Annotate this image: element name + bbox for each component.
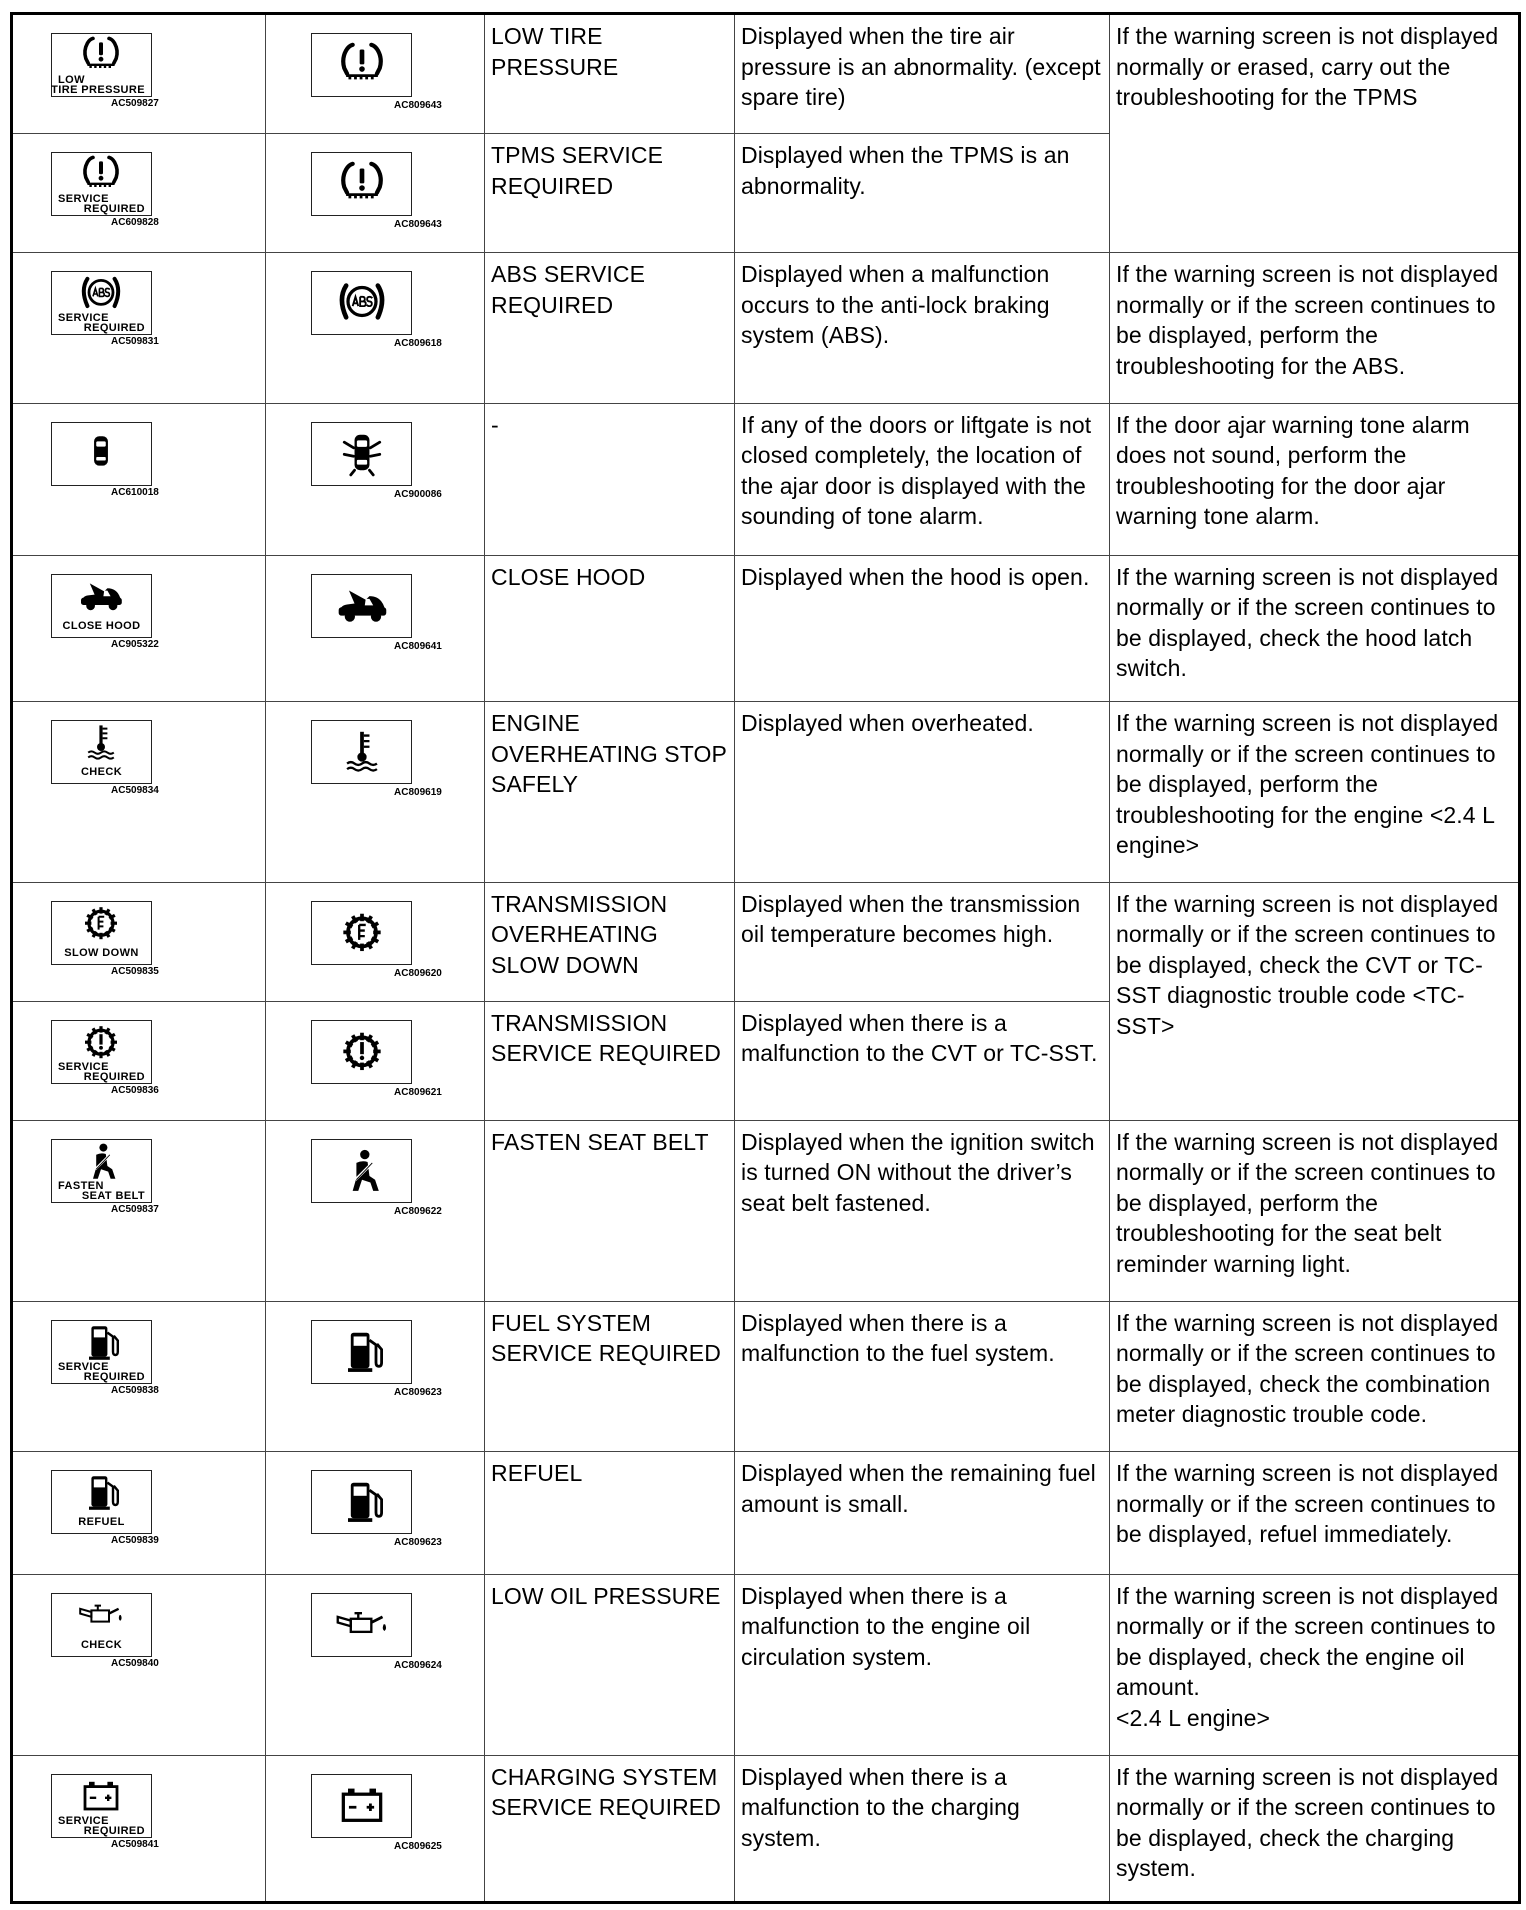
- display-icon-cell: [266, 134, 485, 253]
- condition-text: Displayed when there is a malfunction to the charging system.: [741, 1763, 1020, 1851]
- figure-code: AC809623: [394, 1537, 442, 1549]
- screen-label: SLOW DOWN: [64, 946, 139, 959]
- screen-label: LOW: [58, 74, 85, 86]
- table-body: [12, 14, 1520, 1903]
- condition-cell: [735, 403, 1110, 555]
- action-cell: [1110, 1120, 1520, 1301]
- battery-icon: [334, 1783, 390, 1835]
- display-icon-cell: [266, 882, 485, 1001]
- fuel-pump-icon: [334, 1479, 390, 1531]
- message-text: TRANSMISSION SERVICE REQUIRED: [491, 1009, 721, 1067]
- figure-code: AC809622: [394, 1205, 442, 1217]
- action-text: If the warning screen is not displayed normally or if the screen continues to be displayed, check the hood latch switch.: [1116, 563, 1499, 682]
- display-icon-cell: [12, 555, 266, 701]
- action-text: If the warning screen is not displayed normally or if the screen continues to be displayed, check the combination meter diagnostic trouble code.: [1116, 1309, 1499, 1428]
- figure-code: AC509827: [111, 98, 159, 109]
- condition-cell: [735, 1574, 1110, 1755]
- condition-cell: [735, 1452, 1110, 1574]
- screen-label: TIRE PRESSURE: [51, 84, 145, 96]
- figure-code: AC509837: [111, 1203, 159, 1215]
- message-text: TRANSMISSION OVERHEATING SLOW DOWN: [491, 890, 668, 978]
- screen-label: SERVICE: [58, 193, 109, 206]
- figure-code: AC809625: [394, 1840, 442, 1852]
- display-icon-cell: [12, 882, 266, 1001]
- warning-screen-box: [51, 901, 152, 965]
- action-cell: [1110, 555, 1520, 701]
- warning-screen-box: [311, 720, 412, 784]
- condition-cell: [735, 14, 1110, 134]
- figure-code: AC809619: [394, 787, 442, 799]
- tire-pressure-icon: [334, 42, 390, 94]
- screen-label: CHECK: [80, 1638, 123, 1651]
- condition-cell: [735, 1120, 1110, 1301]
- fuel-pump-icon: [334, 1329, 390, 1381]
- action-text: If the warning screen is not displayed normally or if the screen continues to be displayed, perform the troubleshooting for the seat belt reminder warning light.: [1116, 1128, 1499, 1277]
- table-row: [12, 14, 1520, 134]
- figure-code: AC809621: [394, 1086, 442, 1098]
- table-row: [12, 1755, 1520, 1902]
- screen-label: REQUIRED: [83, 322, 145, 335]
- warning-screen-box: [51, 1470, 152, 1534]
- warning-screen-box: [51, 152, 152, 216]
- display-icon-cell: [266, 1001, 485, 1120]
- display-icon-cell: [12, 1001, 266, 1120]
- display-icon-cell: [266, 702, 485, 883]
- screen-label: SERVICE: [58, 1360, 109, 1373]
- display-icon-cell: [266, 1755, 485, 1902]
- action-cell: [1110, 702, 1520, 883]
- display-icon-cell: [12, 403, 266, 555]
- abs-icon: [334, 280, 390, 332]
- message-cell: [485, 1755, 735, 1902]
- figure-code: AC900086: [394, 488, 442, 500]
- table-row: [12, 1120, 1520, 1301]
- message-text: -: [491, 411, 499, 438]
- figure-code: AC509839: [111, 1535, 159, 1547]
- action-cell: [1110, 1301, 1520, 1452]
- screen-label: FASTEN: [58, 1179, 104, 1192]
- table-row: [12, 882, 1520, 1001]
- door-ajar-icon: [334, 431, 390, 483]
- condition-cell: [735, 702, 1110, 883]
- warning-screen-box: [311, 1593, 412, 1657]
- coolant-temp-icon: [334, 729, 390, 781]
- display-icon-cell: [266, 253, 485, 404]
- warning-screen-box: [311, 574, 412, 638]
- coolant-temp-icon: [77, 723, 125, 768]
- action-text: If the warning screen is not displayed normally or if the screen continues to be displayed, check the charging system.: [1116, 1763, 1499, 1882]
- warning-screen-box: [311, 1774, 412, 1838]
- display-icon-cell: [266, 555, 485, 701]
- condition-text: Displayed when a malfunction occurs to the anti-lock braking system (ABS).: [741, 261, 1050, 349]
- display-icon-cell: [12, 253, 266, 404]
- screen-label: SEAT BELT: [81, 1189, 145, 1202]
- message-text: LOW TIRE PRESSURE: [491, 23, 619, 80]
- display-icon-cell: [12, 1301, 266, 1452]
- warning-screen-box: [51, 1593, 152, 1657]
- display-icon-cell: [266, 1574, 485, 1755]
- action-text: If the warning screen is not displayed normally or if the screen continues to be displayed, refuel immediately.: [1116, 1460, 1499, 1548]
- figure-code: AC610018: [111, 486, 159, 498]
- figure-code: AC809623: [394, 1386, 442, 1398]
- warning-screen-box: [51, 1774, 152, 1838]
- warning-screen-box: [311, 901, 412, 965]
- action-cell: [1110, 253, 1520, 404]
- condition-cell: [735, 134, 1110, 253]
- figure-code: AC809618: [394, 338, 442, 350]
- message-cell: [485, 1001, 735, 1120]
- condition-text: Displayed when the ignition switch is turned ON without the driver’s seat belt fastened.: [741, 1128, 1095, 1216]
- figure-code: AC509836: [111, 1084, 159, 1096]
- display-icon-cell: [12, 1120, 266, 1301]
- message-text: ENGINE OVERHEATING STOP SAFELY: [491, 710, 727, 798]
- action-text: If the warning screen is not displayed normally or if the screen continues to be displayed, check the engine oil amount. <2.4 L engine>: [1116, 1582, 1499, 1731]
- message-cell: [485, 882, 735, 1001]
- screen-label: SERVICE: [58, 1060, 109, 1073]
- table-row: [12, 253, 1520, 404]
- display-icon-cell: [266, 1301, 485, 1452]
- oil-can-icon: [334, 1602, 390, 1654]
- display-icon-cell: [266, 1120, 485, 1301]
- figure-code: AC509831: [111, 336, 159, 348]
- seat-belt-icon: [334, 1148, 390, 1200]
- action-cell: [1110, 1574, 1520, 1755]
- table-row: [12, 1574, 1520, 1755]
- oil-can-icon: [77, 1596, 125, 1641]
- warning-screen-box: [311, 152, 412, 216]
- action-text: If the warning screen is not displayed normally or if the screen continues to be displayed, perform the troubleshooting for the engine <2.4 L engine>: [1116, 710, 1499, 859]
- warning-screen-box: [311, 1020, 412, 1084]
- warning-screen-box: [51, 271, 152, 335]
- tire-pressure-icon: [334, 161, 390, 213]
- figure-code: AC609828: [111, 217, 159, 229]
- figure-code: AC509834: [111, 785, 159, 797]
- action-text: If the warning screen is not displayed normally or erased, carry out the troubleshooting for the TPMS: [1116, 23, 1499, 110]
- table-row: [12, 555, 1520, 701]
- display-icon-cell: [12, 702, 266, 883]
- action-cell: [1110, 403, 1520, 555]
- condition-cell: [735, 253, 1110, 404]
- display-icon-cell: [266, 14, 485, 134]
- warning-screen-box: [51, 1139, 152, 1203]
- action-text: If the warning screen is not displayed normally or if the screen continues to be displayed, check the CVT or TC-SST diagnostic trouble code <TC-SST>: [1116, 890, 1499, 1039]
- message-cell: [485, 1574, 735, 1755]
- warning-screen-box: [51, 1020, 152, 1084]
- figure-code: AC509841: [111, 1838, 159, 1850]
- warning-screen-box: [51, 574, 152, 638]
- condition-text: Displayed when the transmission oil temperature becomes high.: [741, 890, 1081, 948]
- screen-label: REQUIRED: [83, 1370, 145, 1383]
- screen-label: REQUIRED: [83, 203, 145, 216]
- warning-screen-box: [51, 720, 152, 784]
- display-icon-cell: [12, 14, 266, 134]
- message-cell: [485, 555, 735, 701]
- condition-text: Displayed when there is a malfunction to the fuel system.: [741, 1309, 1055, 1367]
- display-icon-cell: [12, 134, 266, 253]
- figure-code: AC809624: [394, 1659, 442, 1671]
- screen-label: REQUIRED: [83, 1070, 145, 1083]
- hood-open-icon: [334, 583, 390, 635]
- message-cell: [485, 1301, 735, 1452]
- condition-cell: [735, 1301, 1110, 1452]
- warning-screen-box: [311, 271, 412, 335]
- screen-label: REQUIRED: [83, 1824, 145, 1837]
- action-cell: [1110, 1452, 1520, 1574]
- action-text: If the door ajar warning tone alarm does not sound, perform the troubleshooting for the door ajar warning tone alarm.: [1116, 411, 1470, 530]
- message-text: CLOSE HOOD: [491, 563, 646, 590]
- screen-label: SERVICE: [58, 312, 109, 325]
- message-text: REFUEL: [491, 1460, 583, 1487]
- table-row: [12, 1301, 1520, 1452]
- condition-text: Displayed when the TPMS is an abnormality.: [741, 142, 1070, 199]
- display-icon-cell: [12, 1574, 266, 1755]
- warning-screen-box: [51, 33, 152, 97]
- action-cell: [1110, 14, 1520, 253]
- table-row: [12, 1452, 1520, 1574]
- condition-cell: [735, 1755, 1110, 1902]
- action-cell: [1110, 1755, 1520, 1902]
- warning-screen-box: [311, 1470, 412, 1534]
- action-text: If the warning screen is not displayed normally or if the screen continues to be displayed, perform the troubleshooting for the ABS.: [1116, 261, 1499, 379]
- condition-cell: [735, 1001, 1110, 1120]
- display-icon-cell: [266, 403, 485, 555]
- condition-text: Displayed when there is a malfunction to the engine oil circulation system.: [741, 1582, 1031, 1670]
- table-row: [12, 403, 1520, 555]
- message-cell: [485, 1452, 735, 1574]
- condition-cell: [735, 555, 1110, 701]
- display-icon-cell: [266, 1452, 485, 1574]
- car-top-icon: [75, 431, 127, 479]
- warning-display-table: [10, 12, 1521, 1904]
- transmission-temp-icon: [334, 910, 390, 962]
- condition-text: Displayed when overheated.: [741, 710, 1034, 737]
- display-icon-cell: [12, 1452, 266, 1574]
- warning-screen-box: [51, 422, 152, 486]
- warning-screen-box: [311, 33, 412, 97]
- message-text: FASTEN SEAT BELT: [491, 1128, 709, 1155]
- screen-label: SERVICE: [58, 1814, 109, 1827]
- figure-code: AC809643: [394, 100, 442, 111]
- condition-text: If any of the doors or liftgate is not closed completely, the location of the ajar door is displayed with the sounding of tone alarm.: [741, 411, 1092, 530]
- message-text: CHARGING SYSTEM SERVICE REQUIRED: [491, 1763, 721, 1821]
- message-cell: [485, 702, 735, 883]
- figure-code: AC509835: [111, 965, 159, 977]
- message-cell: [485, 253, 735, 404]
- figure-code: AC809641: [394, 640, 442, 652]
- screen-label: CLOSE HOOD: [62, 619, 141, 632]
- figure-code: AC809643: [394, 219, 442, 231]
- message-text: LOW OIL PRESSURE: [491, 1582, 721, 1609]
- figure-code: AC809620: [394, 967, 442, 979]
- message-text: TPMS SERVICE REQUIRED: [491, 142, 664, 199]
- condition-text: Displayed when the tire air pressure is an abnormality. (except spare tire): [741, 23, 1101, 110]
- condition-text: Displayed when there is a malfunction to the CVT or TC-SST.: [741, 1009, 1098, 1067]
- action-cell: [1110, 882, 1520, 1120]
- transmission-service-icon: [334, 1029, 390, 1081]
- message-text: FUEL SYSTEM SERVICE REQUIRED: [491, 1309, 721, 1367]
- screen-label: CHECK: [80, 766, 123, 779]
- figure-code: AC509838: [111, 1384, 159, 1396]
- condition-text: Displayed when the remaining fuel amount is small.: [741, 1460, 1096, 1517]
- message-cell: [485, 1120, 735, 1301]
- condition-text: Displayed when the hood is open.: [741, 563, 1090, 590]
- screen-label: REFUEL: [78, 1516, 125, 1529]
- display-icon-cell: [12, 1755, 266, 1902]
- hood-open-icon: [77, 577, 125, 622]
- warning-screen-box: [311, 1320, 412, 1384]
- message-text: ABS SERVICE REQUIRED: [491, 261, 646, 318]
- table-row: [12, 702, 1520, 883]
- fuel-pump-icon: [77, 1473, 125, 1518]
- warning-screen-box: [311, 422, 412, 486]
- warning-screen-box: [51, 1320, 152, 1384]
- message-cell: [485, 14, 735, 134]
- message-cell: [485, 134, 735, 253]
- condition-cell: [735, 882, 1110, 1001]
- warning-screen-box: [311, 1139, 412, 1203]
- transmission-temp-icon: [77, 904, 125, 949]
- figure-code: AC509840: [111, 1657, 159, 1669]
- message-cell: [485, 403, 735, 555]
- figure-code: AC905322: [111, 638, 159, 650]
